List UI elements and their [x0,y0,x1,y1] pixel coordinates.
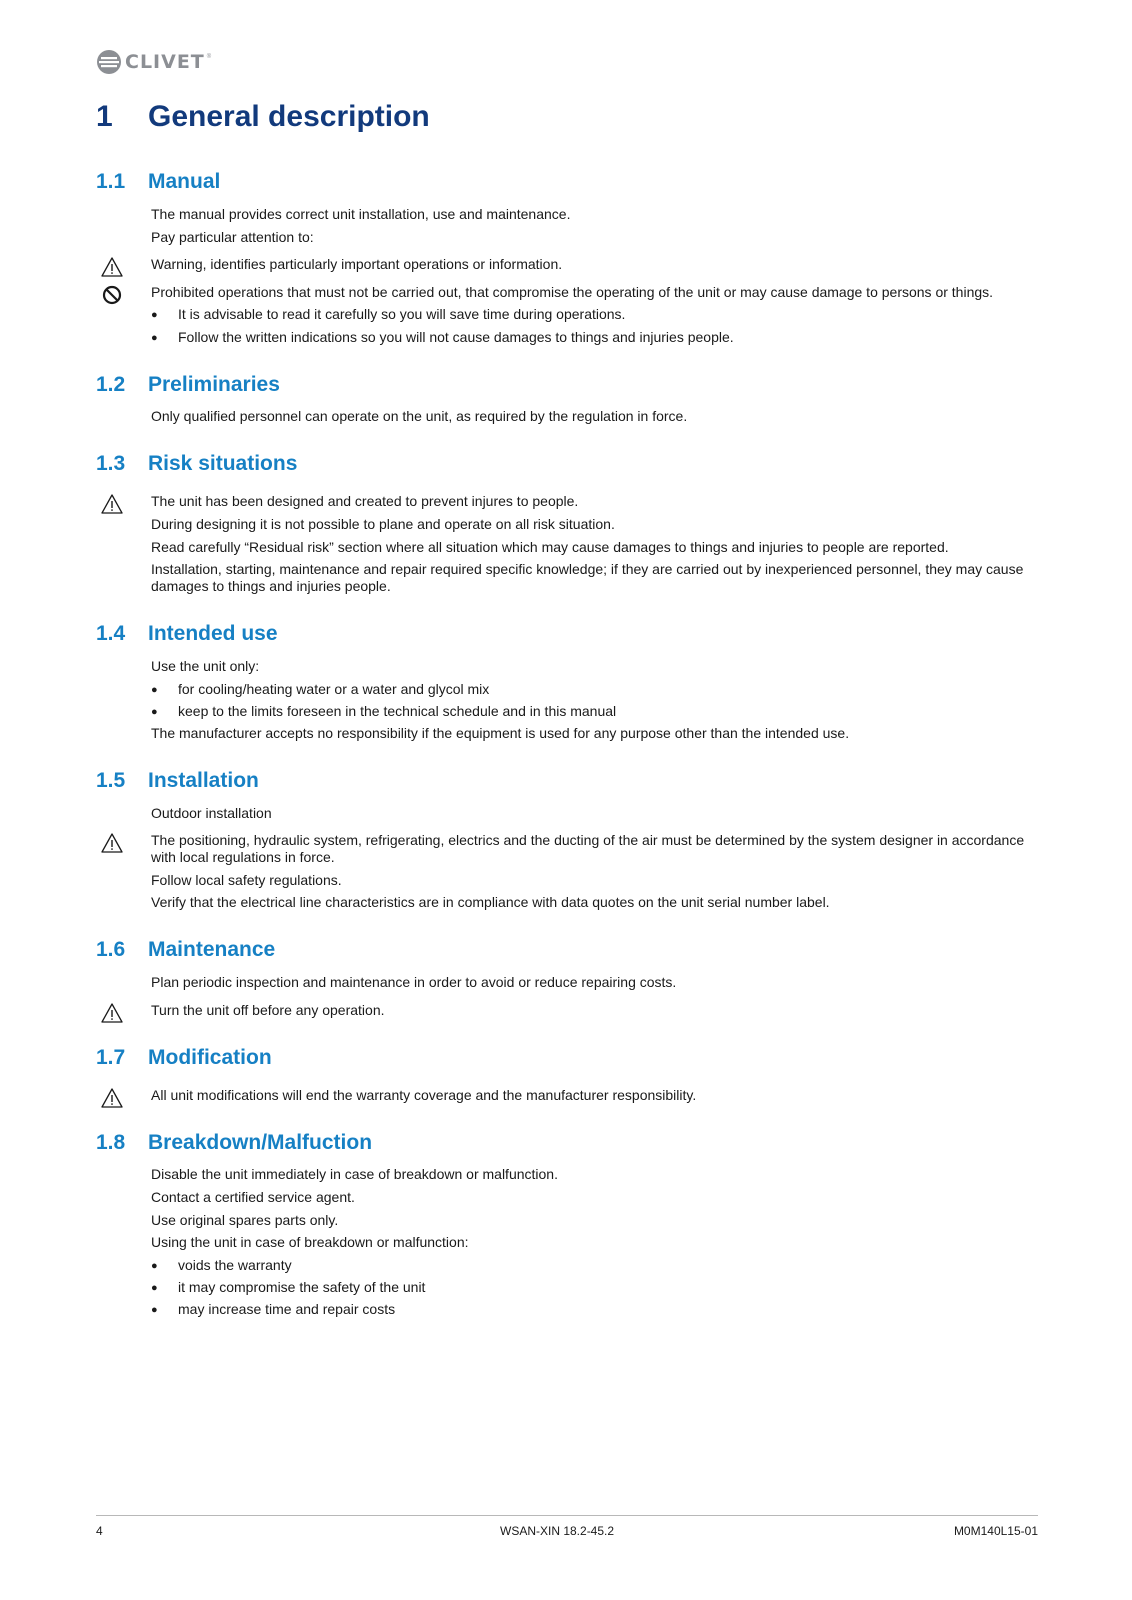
list-item-text: may increase time and repair costs [178,1301,396,1317]
paragraph: Verify that the electrical line characteristics are in compliance with data quotes on the unit serial number label. [151,894,830,910]
list-item-text: It is advisable to read it carefully so you will save time during operations. [178,306,626,322]
paragraph: Follow local safety regulations. [151,872,342,888]
bullet-icon: ● [151,309,158,321]
section-title: Intended use [148,622,278,645]
chapter-title-text: General description [148,100,430,133]
section-title: Preliminaries [148,373,280,396]
section-title: Breakdown/Malfuction [148,1131,373,1154]
section-heading-manual [96,170,220,194]
warning-icon [100,256,124,278]
section-number: 1.5 [96,769,126,792]
list-item [151,703,616,722]
section-number: 1.4 [96,622,126,645]
paragraph: Turn the unit off before any operation. [151,1002,385,1018]
prohibited-text: Prohibited operations that must not be carried out, that compromise the operating of the unit or may cause damage to persons or things. [151,284,994,300]
section-heading-breakdown [96,1131,372,1155]
section-number: 1.2 [96,373,126,396]
section-heading-maintenance [96,938,275,962]
list-item [151,306,625,325]
list-item [151,329,734,348]
bullet-icon: ● [151,1304,158,1316]
paragraph: Disable the unit immediately in case of breakdown or malfunction. [151,1166,558,1182]
section-title: Risk situations [148,452,298,475]
page-number: 4 [96,1524,103,1538]
chapter-number: 1 [96,100,113,133]
logo-registered-mark: ® [206,54,212,60]
clivet-logo-mark [96,49,122,75]
list-item-text: voids the warranty [178,1257,292,1273]
section-title: Manual [148,170,221,193]
section-heading-intended-use [96,622,278,646]
clivet-logo [96,49,211,75]
list-item-text: Follow the written indications so you will not cause damages to things and injuries people. [178,329,734,345]
paragraph: Read carefully “Residual risk” section where all situation which may cause damages to things and injuries to people are reported. [151,539,949,555]
paragraph: Plan periodic inspection and maintenance in order to avoid or reduce repairing costs. [151,974,677,990]
paragraph: Installation, starting, maintenance and repair required specific knowledge; if they are carried out by inexperienced personnel, they may cause damages to things and injuries people. [151,561,1024,594]
warning-icon [100,832,124,854]
warning-icon [100,493,124,515]
bullet-icon: ● [151,332,158,344]
section-heading-preliminaries [96,373,280,397]
section-title: Installation [148,769,259,792]
list-item [151,1279,425,1298]
section-heading-installation [96,769,259,793]
list-item-text: keep to the limits foreseen in the technical schedule and in this manual [178,703,617,719]
paragraph: During designing it is not possible to plane and operate on all risk situation. [151,516,615,532]
list-item [151,1301,395,1320]
paragraph: The manual provides correct unit installation, use and maintenance. [151,206,571,222]
footer-document-code: M0M140L15-01 [953,1524,1038,1538]
paragraph: Pay particular attention to: [151,229,314,245]
paragraph: Use the unit only: [151,658,260,674]
prohibited-icon [100,284,124,306]
bullet-icon: ● [151,684,158,696]
paragraph: Outdoor installation [151,805,272,821]
section-number: 1.6 [96,938,126,961]
list-item [151,681,489,700]
section-heading-risk-situations [96,452,297,476]
section-title: Modification [148,1046,272,1069]
footer-divider [96,1515,1038,1516]
footer-model: WSAN-XIN 18.2-45.2 [500,1524,615,1538]
section-number: 1.1 [96,170,126,193]
section-number: 1.3 [96,452,126,475]
section-heading-modification [96,1046,272,1070]
list-item-text: it may compromise the safety of the unit [178,1279,426,1295]
list-item-text: for cooling/heating water or a water and glycol mix [178,681,490,697]
warning-text: Warning, identifies particularly important operations or information. [151,256,563,272]
logo-text: CLIVET [125,51,205,73]
paragraph: All unit modifications will end the warranty coverage and the manufacturer responsibility. [151,1087,697,1103]
paragraph: The unit has been designed and created to prevent injures to people. [151,493,579,509]
section-number: 1.8 [96,1131,126,1154]
bullet-icon: ● [151,1282,158,1294]
chapter-title [96,100,430,134]
paragraph: The manufacturer accepts no responsibility if the equipment is used for any purpose other than the intended use. [151,725,850,741]
paragraph: Use original spares parts only. [151,1212,339,1228]
paragraph: The positioning, hydraulic system, refrigerating, electrics and the ducting of the air must be determined by the system designer in accordance with local regulations in force. [151,832,1025,865]
warning-icon [100,1087,124,1109]
bullet-icon: ● [151,706,158,718]
paragraph: Using the unit in case of breakdown or malfunction: [151,1234,469,1250]
paragraph: Contact a certified service agent. [151,1189,355,1205]
warning-icon [100,1002,124,1024]
section-title: Maintenance [148,938,276,961]
paragraph: Only qualified personnel can operate on the unit, as required by the regulation in force. [151,408,688,424]
section-number: 1.7 [96,1046,126,1069]
bullet-icon: ● [151,1260,158,1272]
list-item [151,1257,292,1276]
